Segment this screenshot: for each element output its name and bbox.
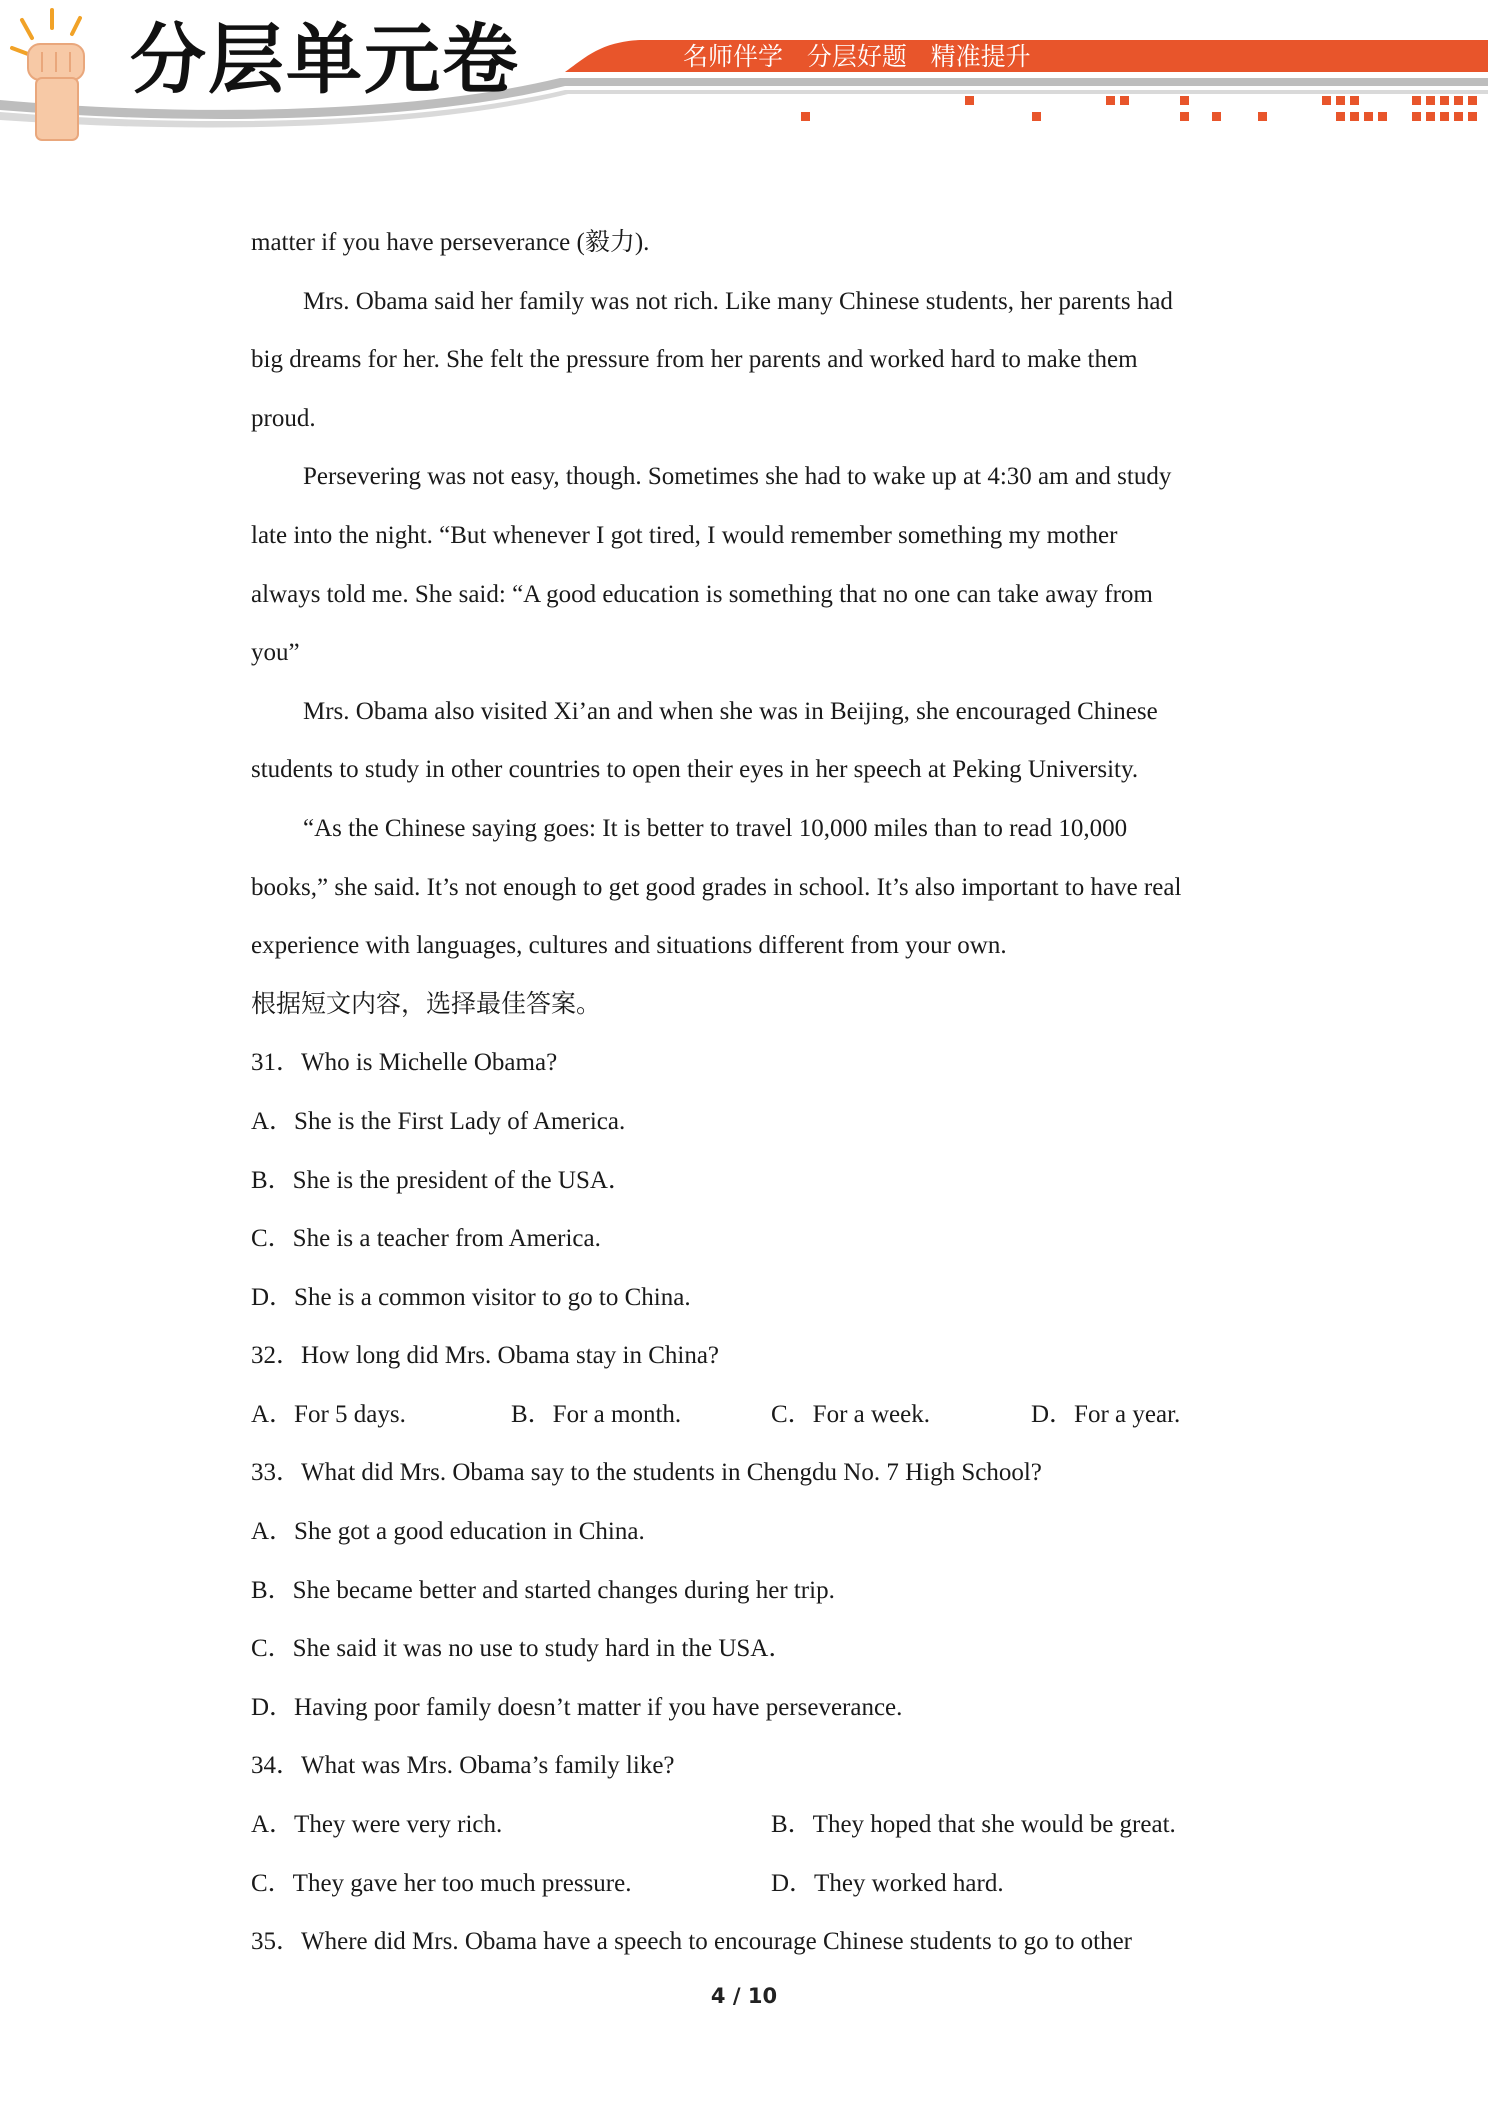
q32-option-d: D．For a year.	[1031, 1400, 1181, 1428]
q31-option-d: D．She is a common visitor to go to China.	[251, 1283, 691, 1311]
q34-option-b: B．They hoped that she would be great.	[771, 1811, 1176, 1839]
brand-title: 分层单元卷	[130, 15, 520, 104]
question-35-stem: 35．Where did Mrs. Obama have a speech to encourage Chinese students to go to other	[251, 1928, 1132, 1956]
q33-option-b: B．She became better and started changes during her trip.	[251, 1576, 835, 1604]
q32-options	[251, 1386, 1251, 1445]
passage-line: matter if you have perseverance (毅力).	[251, 229, 650, 256]
brand-slogan: 名师伴学 分层好题 精准提升	[683, 42, 1031, 71]
passage-line: experience with languages, cultures and situations different from your own.	[251, 932, 1007, 960]
passage-line: books,” she said. It’s not enough to get good grades in school. It’s also important to have real	[251, 873, 1182, 901]
decorative-squares	[801, 96, 1477, 121]
question-32-stem: 32．How long did Mrs. Obama stay in China?	[251, 1342, 720, 1370]
q33-option-c: C．She said it was no use to study hard in the USA．	[251, 1635, 794, 1663]
question-31-stem: 31．Who is Michelle Obama?	[251, 1049, 558, 1077]
q31-option-b: B．She is the president of the USA．	[251, 1166, 633, 1194]
q33-option-a: A．She got a good education in China.	[251, 1518, 645, 1546]
question-33-stem: 33．What did Mrs. Obama say to the students in Chengdu No. 7 High School?	[251, 1459, 1042, 1487]
passage-line: always told me. She said: “A good education is something that no one can take away from	[251, 580, 1153, 608]
q31-option-c: C．She is a teacher from America.	[251, 1225, 601, 1253]
passage-line: “As the Chinese saying goes: It is better to travel 10,000 miles than to read 10,000	[303, 814, 1128, 842]
q32-option-c: C．For a week.	[771, 1400, 930, 1428]
passage-line: proud.	[251, 404, 316, 432]
q33-option-d: D．Having poor family doesn’t matter if you have perseverance.	[251, 1693, 903, 1721]
passage-line: you”	[251, 639, 300, 667]
passage-line: Mrs. Obama said her family was not rich. Like many Chinese students, her parents had	[303, 287, 1173, 315]
document-body	[251, 214, 1251, 1972]
passage-line: Persevering was not easy, though. Sometimes she had to wake up at 4:30 am and study	[303, 463, 1172, 491]
q32-option-b: B．For a month.	[511, 1400, 682, 1428]
q32-option-a: A．For 5 days.	[251, 1400, 406, 1428]
q31-option-a: A．She is the First Lady of America.	[251, 1107, 626, 1135]
instruction: 根据短文内容，选择最佳答案。	[251, 990, 602, 1018]
page-number: 4 / 10	[710, 1984, 778, 2008]
q34-option-c: C．They gave her too much pressure.	[251, 1869, 632, 1897]
passage-line: students to study in other countries to open their eyes in her speech at Peking University.	[251, 756, 1139, 784]
passage-line: late into the night. “But whenever I got tired, I would remember something my mother	[251, 521, 1118, 549]
q34-options-row2	[251, 1855, 1251, 1914]
page-header	[0, 0, 1488, 150]
q34-options-row1	[251, 1796, 1251, 1855]
q34-option-d: D．They worked hard.	[771, 1869, 1004, 1897]
q34-option-a: A．They were very rich.	[251, 1811, 503, 1839]
question-34-stem: 34．What was Mrs. Obama’s family like?	[251, 1752, 675, 1780]
passage-line: Mrs. Obama also visited Xi’an and when she was in Beijing, she encouraged Chinese	[303, 697, 1158, 725]
passage-line: big dreams for her. She felt the pressure from her parents and worked hard to make them	[251, 346, 1138, 374]
